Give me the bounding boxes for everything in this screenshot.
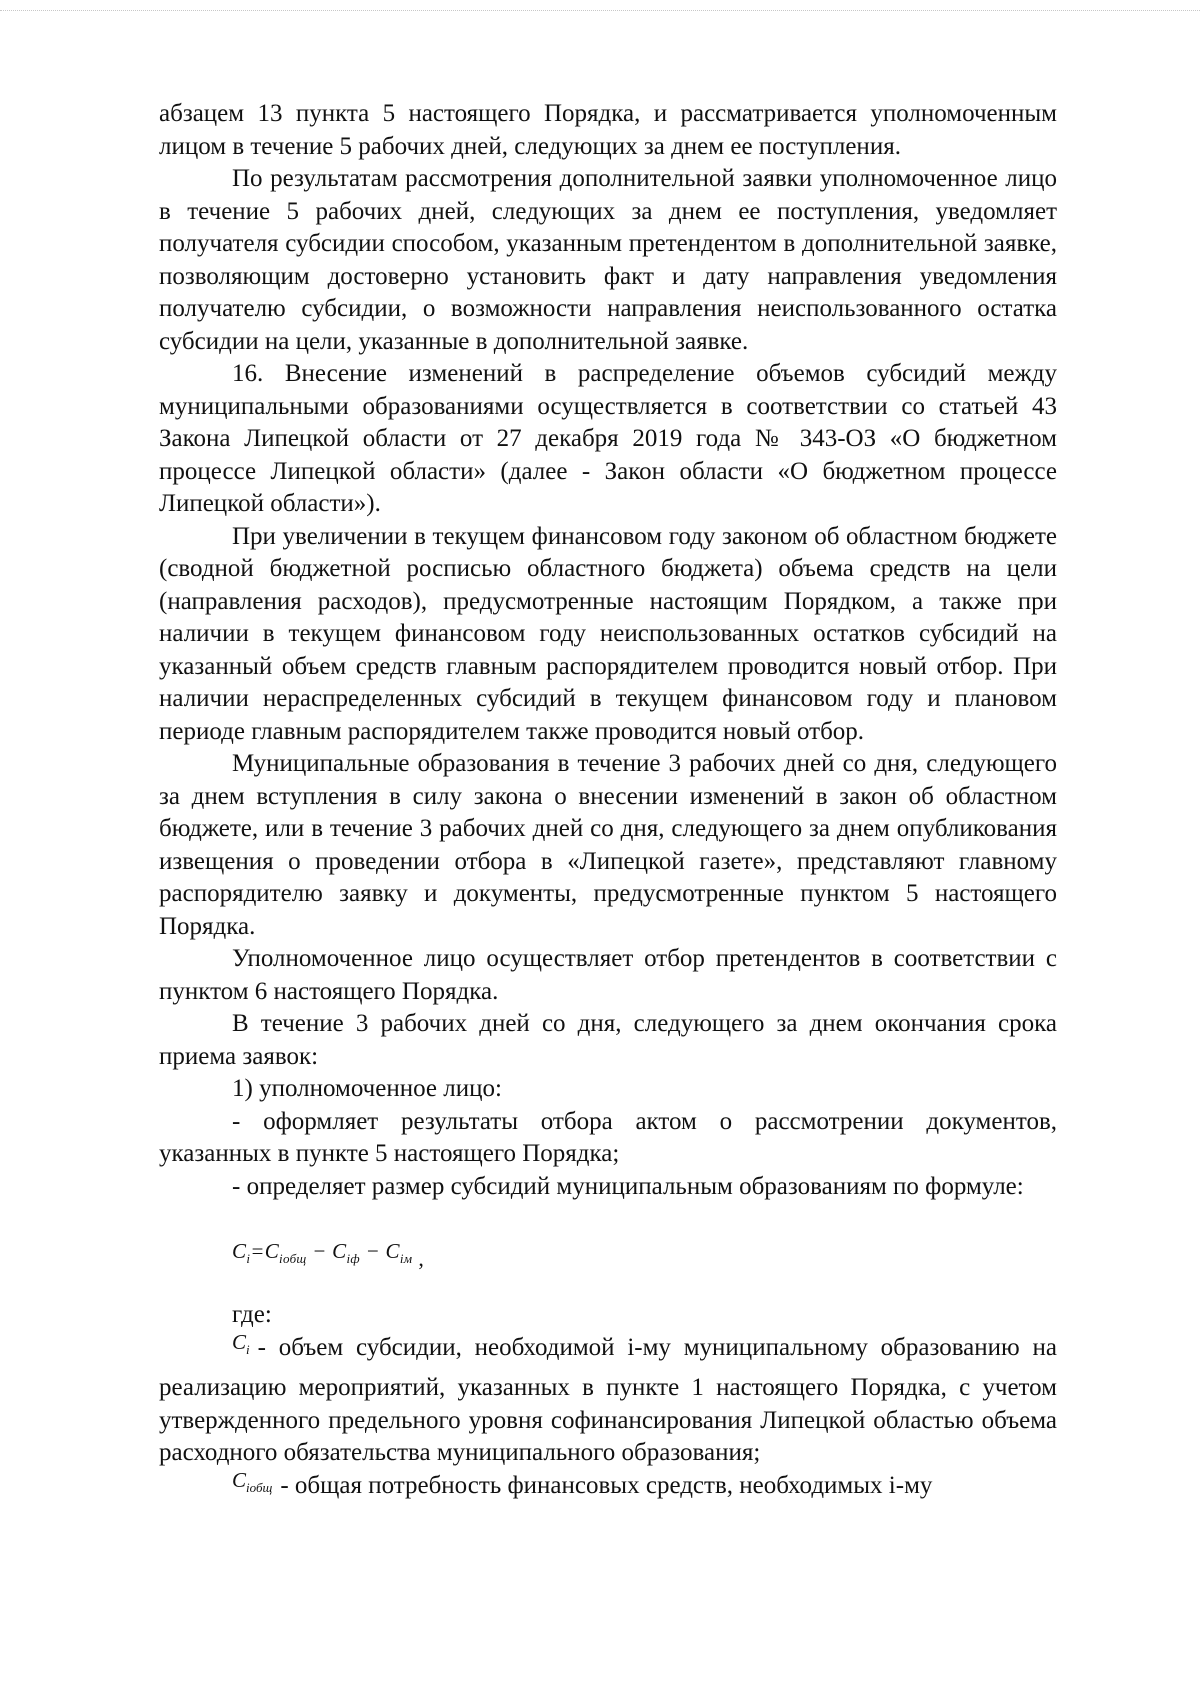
subsidy-formula	[159, 1235, 1057, 1299]
formula-term-2-sub: iф	[346, 1251, 360, 1266]
list-item: 1) уполномоченное лицо:	[232, 1075, 502, 1102]
paragraph: В течение 3 рабочих дней со дня, следующего за днем окончания срока приема заявок:	[159, 1010, 1057, 1070]
definition-ci	[159, 1329, 1057, 1470]
formula-minus-2: −	[365, 1239, 380, 1263]
formula-term-1: C	[264, 1239, 280, 1263]
paragraph: По результатам рассмотрения дополнительной заявки уполномоченное лицо в течение 5 рабочих дней, следующих за днем ее поступления, уведомляет получателя субсидии способом, указанным претендентом в дополнительной заявке, позволяющим достоверно установить факт и дату направления уведомления получателю субсидии, о возможности направления неиспользованного остатка субсидии на цели, указанные в дополнительной заявке.	[159, 165, 1057, 355]
formula-comma: ,	[418, 1246, 425, 1271]
definition-symbol: Ci	[232, 1329, 250, 1357]
where-label: где:	[232, 1301, 272, 1328]
paragraph: абзацем 13 пункта 5 настоящего Порядка, и рассматривается уполномоченным лицом в течение 5 рабочих дней, следующих за днем ее поступления.	[159, 100, 1057, 160]
scan-edge-divider	[0, 10, 1200, 11]
definition-text: - объем субсидии, необходимой i-му муниципальному образованию на реализацию мероприятий, указанных в пункте 1 настоящего Порядка, с учетом утвержденного предельного уровня софинансирования Липецкой областью объема расходного обязательства муниципального образования;	[159, 1333, 1057, 1466]
definition-symbol: Ciобщ	[232, 1467, 273, 1495]
list-item: - оформляет результаты отбора актом о рассмотрении документов, указанных в пункте 5 настоящего Порядка;	[159, 1107, 1057, 1167]
formula-equals: =	[250, 1239, 265, 1263]
formula-lhs-sub: i	[246, 1251, 251, 1266]
spacer	[159, 1203, 1057, 1235]
paragraph: Уполномоченное лицо осуществляет отбор претендентов в соответствии с пунктом 6 настоящего Порядка.	[159, 945, 1057, 1005]
paragraph-section-16: 16. Внесение изменений в распределение объемов субсидий между муниципальными образованиями осуществляется в соответствии со статьей 43 Закона Липецкой области от 27 декабря 2019 года № 343-ОЗ «О бюджетном процессе Липецкой области» (далее - Закон области «О бюджетном процессе Липецкой области»).	[159, 360, 1057, 517]
paragraph: При увеличении в текущем финансовом году законом об областном бюджете (сводной бюджетной росписью областного бюджета) объема средств на цели (направления расходов), предусмотренные настоящим Порядком, а также при наличии в текущем финансовом году неиспользованных остатков субсидий на указанный объем средств главным распорядителем проводится новый отбор. При наличии нераспределенных субсидий в текущем финансовом году и плановом периоде главным распорядителем также проводится новый отбор.	[159, 522, 1057, 745]
list-item: - определяет размер субсидий муниципальным образованиям по формуле:	[232, 1172, 1024, 1200]
formula-term-3-sub: iм	[399, 1251, 413, 1266]
definition-text: - общая потребность финансовых средств, необходимых i-му	[280, 1471, 933, 1499]
formula-term-1-sub: iобщ	[279, 1251, 307, 1266]
formula-term-2: C	[332, 1239, 347, 1263]
document-body	[159, 98, 1057, 1510]
formula-lhs: C	[232, 1239, 247, 1263]
formula-term-3: C	[385, 1239, 400, 1263]
formula-minus-1: −	[312, 1239, 327, 1263]
definition-ci-total	[159, 1467, 1057, 1511]
paragraph: Муниципальные образования в течение 3 рабочих дней со дня, следующего за днем вступления в силу закона о внесении изменений в закон об областном бюджете, или в течение 3 рабочих дней со дня, следующего за днем опубликования извещения о проведении отбора в «Липецкой газете», представляют главному распорядителю заявку и документы, предусмотренные пунктом 5 настоящего Порядка.	[159, 750, 1057, 940]
